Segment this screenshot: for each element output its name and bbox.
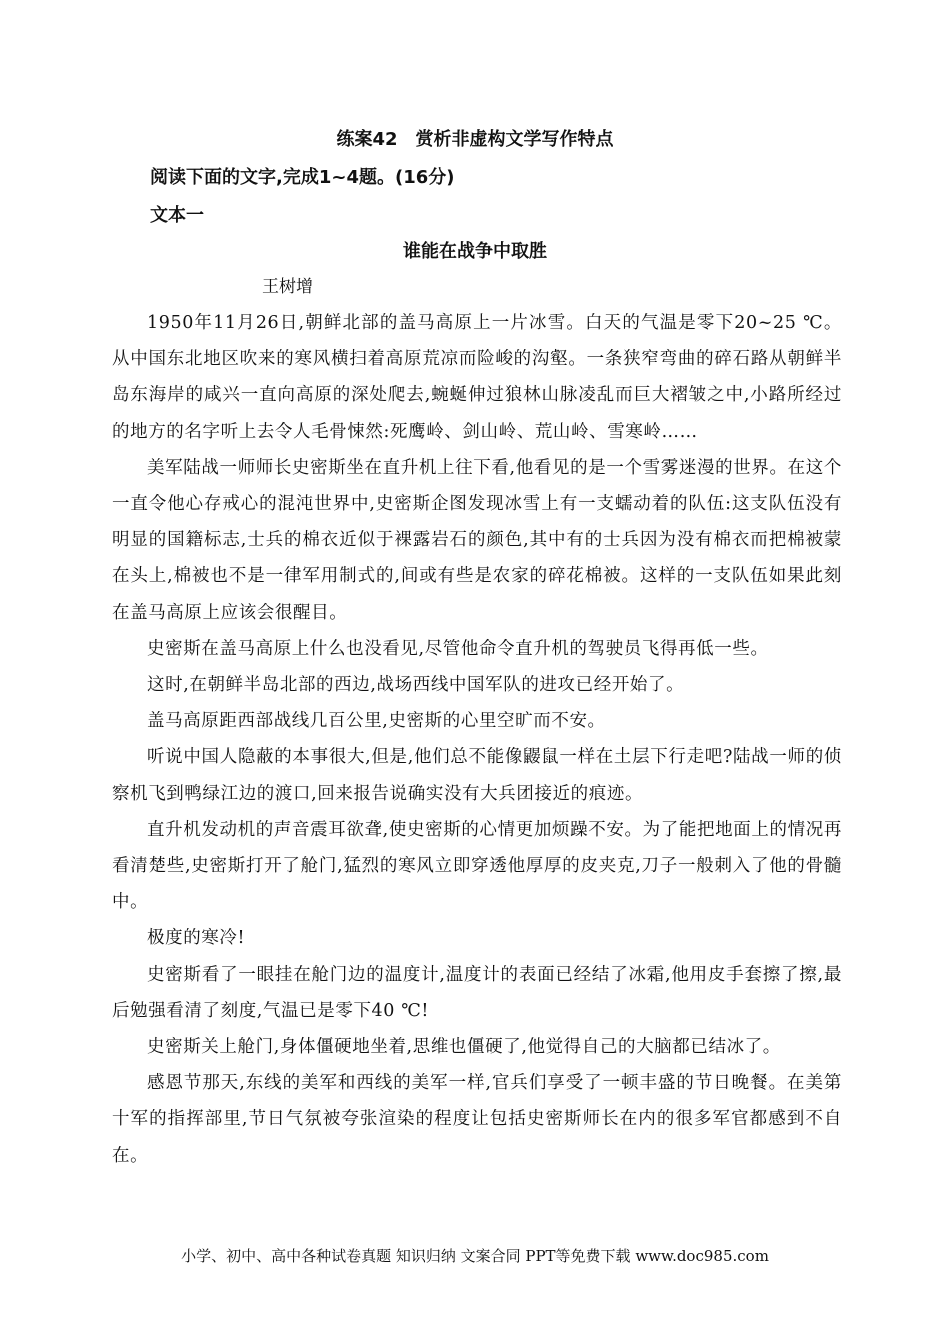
paragraph: 史密斯关上舱门,身体僵硬地坐着,思维也僵硬了,他觉得自己的大脑都已结冰了。 xyxy=(147,1037,781,1058)
paragraph: 美军陆战一师师长史密斯坐在直升机上往下看,他看见的是一个雪雾迷漫的世界。在这个一直令他心存戒心的混沌世界中,史密斯企图发现冰雪上有一支蠕动着的队伍:这支队伍没有明显的国籍标志,士兵的棉衣近似于裸露岩石的颜色,其中有的士兵因为没有棉衣而把棉被蒙在头上,棉被也不是一律军用制式的,间或有些是农家的碎花棉被。这样的一支队伍如果此刻在盖马高原上应该会很醒目。 xyxy=(112,457,842,623)
article-body xyxy=(112,305,842,1174)
article-author: 王树增 xyxy=(262,277,313,297)
page-footer: 小学、初中、高中各种试卷真题 知识归纳 文案合同 PPT等免费下载 www.doc985.com xyxy=(181,1247,769,1265)
exercise-heading: 练案42 赏析非虚构文学写作特点 xyxy=(336,129,614,150)
paragraph: 听说中国人隐蔽的本事很大,但是,他们总不能像鼹鼠一样在土层下行走吧?陆战一师的侦察机飞到鸭绿江边的渡口,回来报告说确实没有大兵团接近的痕迹。 xyxy=(112,747,842,804)
paragraph: 史密斯在盖马高原上什么也没看见,尽管他命令直升机的驾驶员飞得再低一些。 xyxy=(147,638,769,659)
paragraph: 1950年11月26日,朝鲜北部的盖马高原上一片冰雪。白天的气温是零下20~25 ℃。从中国东北地区吹来的寒风横扫着高原荒凉而险峻的沟壑。一条狭窄弯曲的碎石路从朝鲜半岛东海岸的咸兴一直向高原的深处爬去,蜿蜒伸过狼林山脉凌乱而巨大褶皱之中,小路所经过的地方的名字听上去令人毛骨悚然:死鹰岭、剑山岭、荒山岭、雪寒岭…… xyxy=(112,313,842,442)
paragraph: 这时,在朝鲜半岛北部的西边,战场西线中国军队的进攻已经开始了。 xyxy=(147,675,685,696)
paragraph: 极度的寒冷! xyxy=(147,928,246,949)
question-instruction: 阅读下面的文字,完成1~4题。(16分) xyxy=(150,167,455,188)
paragraph: 直升机发动机的声音震耳欲聋,使史密斯的心情更加烦躁不安。为了能把地面上的情况再看清楚些,史密斯打开了舱门,猛烈的寒风立即穿透他厚厚的皮夹克,刀子一般刺入了他的骨髓中。 xyxy=(112,819,842,913)
section-label: 文本一 xyxy=(150,205,204,226)
article-title: 谁能在战争中取胜 xyxy=(403,241,547,262)
paragraph: 感恩节那天,东线的美军和西线的美军一样,官兵们享受了一顿丰盛的节日晚餐。在美第十军的指挥部里,节日气氛被夸张渲染的程度让包括史密斯师长在内的很多军官都感到不自在。 xyxy=(112,1073,842,1166)
paragraph: 史密斯看了一眼挂在舱门边的温度计,温度计的表面已经结了冰霜,他用皮手套擦了擦,最后勉强看清了刻度,气温已是零下40 ℃! xyxy=(112,964,842,1021)
paragraph: 盖马高原距西部战线几百公里,史密斯的心里空旷而不安。 xyxy=(147,711,606,732)
